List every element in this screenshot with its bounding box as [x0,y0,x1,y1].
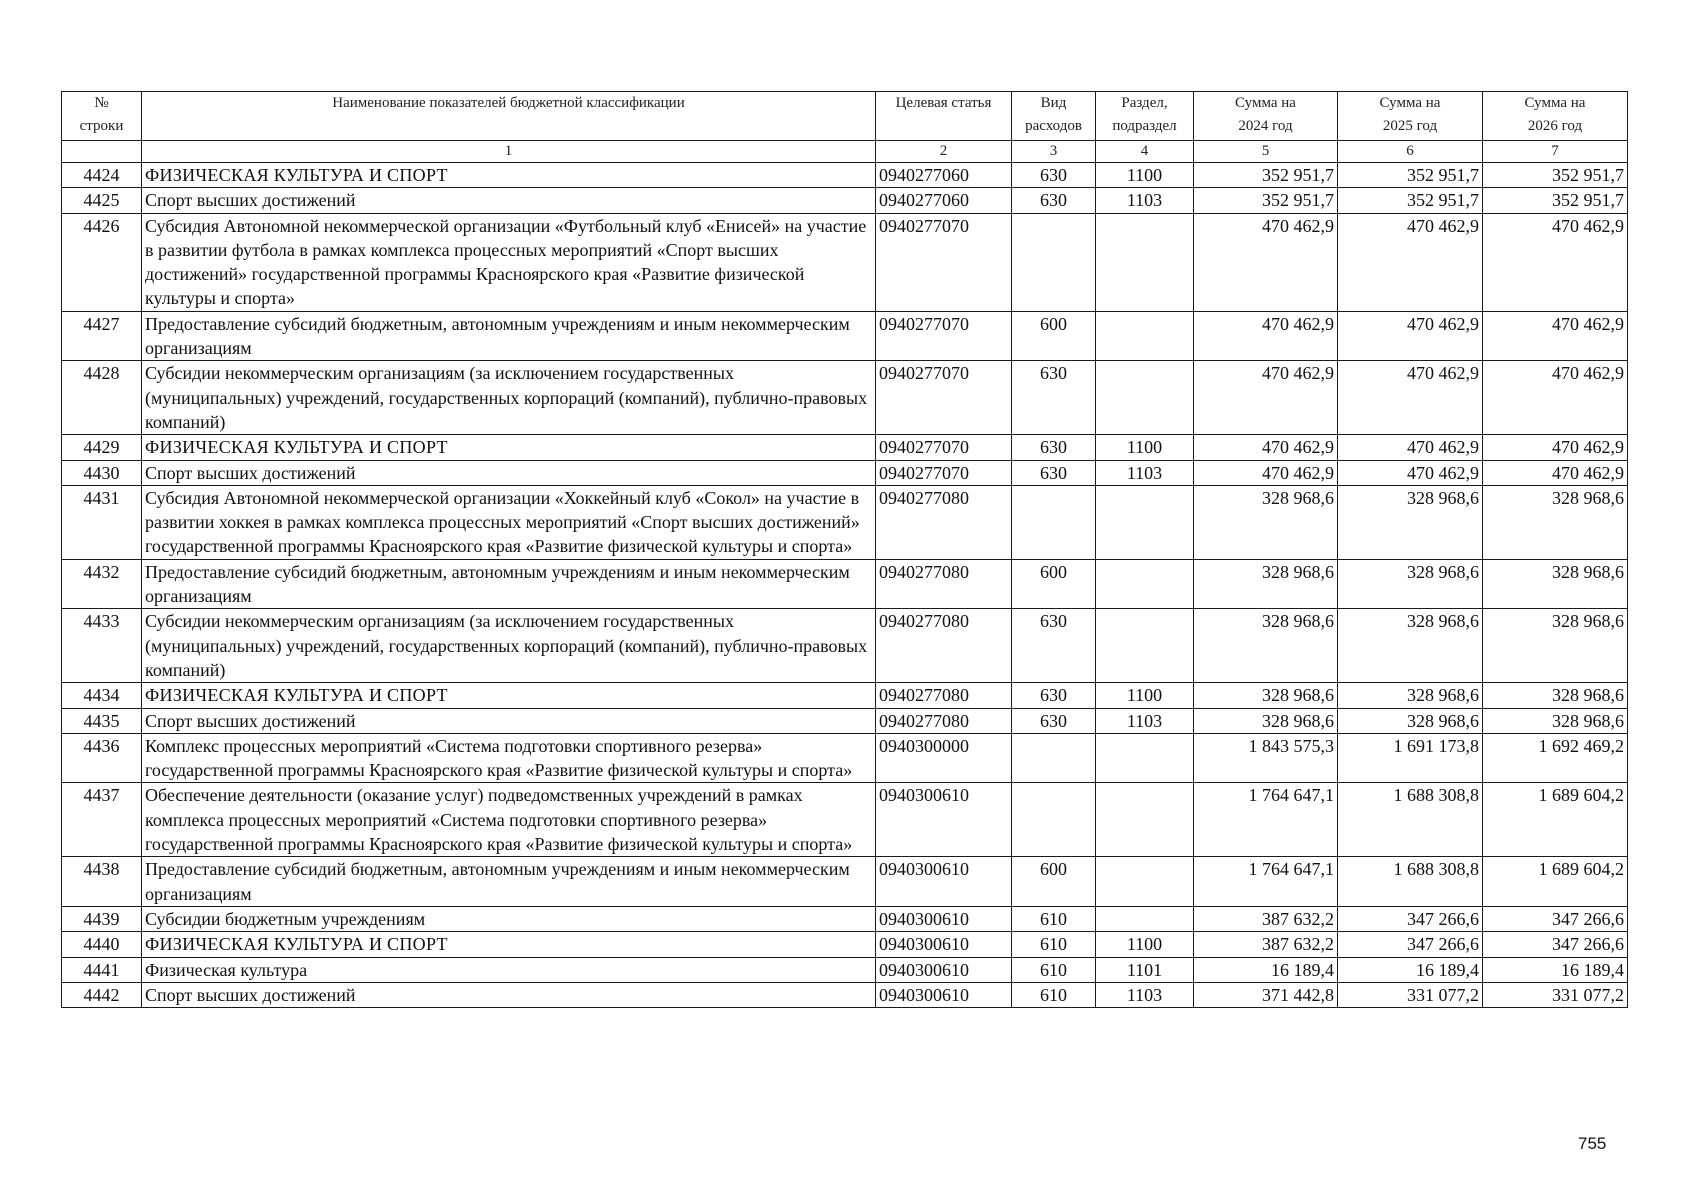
row-section-cell: 1103 [1096,982,1194,1007]
row-sum-2026-cell: 328 968,6 [1483,708,1628,733]
table-row [62,163,1628,188]
row-sum-2026-cell: 328 968,6 [1483,683,1628,708]
row-sum-2024-cell: 470 462,9 [1194,361,1338,435]
row-target-cell: 0940277070 [876,435,1012,460]
row-section-cell: 1100 [1096,683,1194,708]
table-row [62,906,1628,931]
column-number: 1 [142,141,876,163]
row-section-cell [1096,609,1194,683]
row-number-cell: 4429 [62,435,142,460]
row-sum-2025-cell: 328 968,6 [1338,559,1483,609]
row-section-cell [1096,906,1194,931]
row-sum-2024-cell: 470 462,9 [1194,435,1338,460]
column-number: 4 [1096,141,1194,163]
column-number: 3 [1012,141,1096,163]
row-sum-2025-cell: 470 462,9 [1338,460,1483,485]
row-name-cell: ФИЗИЧЕСКАЯ КУЛЬТУРА И СПОРТ [142,932,876,957]
row-sum-2026-cell: 328 968,6 [1483,559,1628,609]
row-sum-2026-cell: 328 968,6 [1483,485,1628,559]
table-row [62,213,1628,311]
row-sum-2025-cell: 16 189,4 [1338,957,1483,982]
row-target-cell: 0940300610 [876,906,1012,931]
row-exp-type-cell: 630 [1012,460,1096,485]
row-target-cell: 0940277080 [876,683,1012,708]
row-target-cell: 0940277080 [876,485,1012,559]
row-name-cell: Физическая культура [142,957,876,982]
row-sum-2025-cell: 331 077,2 [1338,982,1483,1007]
row-section-cell: 1101 [1096,957,1194,982]
row-section-cell [1096,857,1194,907]
row-sum-2025-cell: 470 462,9 [1338,213,1483,311]
row-sum-2026-cell: 347 266,6 [1483,932,1628,957]
row-exp-type-cell: 630 [1012,163,1096,188]
table-row [62,733,1628,783]
row-sum-2026-cell: 470 462,9 [1483,361,1628,435]
row-exp-type-cell: 630 [1012,435,1096,460]
row-sum-2025-cell: 328 968,6 [1338,485,1483,559]
row-name-cell: ФИЗИЧЕСКАЯ КУЛЬТУРА И СПОРТ [142,163,876,188]
row-exp-type-cell: 630 [1012,188,1096,213]
row-sum-2025-cell: 1 688 308,8 [1338,857,1483,907]
row-exp-type-cell [1012,213,1096,311]
table-body [62,163,1628,1008]
row-section-cell: 1103 [1096,460,1194,485]
row-name-cell: Предоставление субсидий бюджетным, автономным учреждениям и иным некоммерческим организациям [142,857,876,907]
row-sum-2025-cell: 352 951,7 [1338,188,1483,213]
row-number-cell: 4432 [62,559,142,609]
row-sum-2026-cell: 347 266,6 [1483,906,1628,931]
table-row [62,435,1628,460]
row-sum-2026-cell: 470 462,9 [1483,213,1628,311]
row-sum-2025-cell: 470 462,9 [1338,361,1483,435]
row-sum-2024-cell: 470 462,9 [1194,460,1338,485]
header-exp-type: Вид расходов [1012,92,1096,141]
row-number-cell: 4434 [62,683,142,708]
row-sum-2026-cell: 16 189,4 [1483,957,1628,982]
row-number-cell: 4435 [62,708,142,733]
table-row [62,361,1628,435]
header-sum-2026: Сумма на 2026 год [1483,92,1628,141]
row-section-cell [1096,485,1194,559]
row-sum-2025-cell: 1 691 173,8 [1338,733,1483,783]
row-number-cell: 4437 [62,783,142,857]
table-row [62,188,1628,213]
table-row [62,857,1628,907]
row-section-cell [1096,361,1194,435]
row-exp-type-cell: 610 [1012,982,1096,1007]
row-exp-type-cell: 600 [1012,857,1096,907]
header-name: Наименование показателей бюджетной классификации [142,92,876,141]
row-sum-2025-cell: 1 688 308,8 [1338,783,1483,857]
row-sum-2024-cell: 328 968,6 [1194,485,1338,559]
row-sum-2025-cell: 352 951,7 [1338,163,1483,188]
row-sum-2024-cell: 328 968,6 [1194,609,1338,683]
header-section: Раздел, подраздел [1096,92,1194,141]
row-name-cell: Субсидия Автономной некоммерческой организации «Хоккейный клуб «Сокол» на участие в развитии хоккея в рамках комплекса процессных мероприятий «Спорт высших достижений» государственной программы Красноярского края «Развитие физической культуры и спорта» [142,485,876,559]
row-section-cell [1096,733,1194,783]
row-number-cell: 4438 [62,857,142,907]
row-exp-type-cell: 630 [1012,609,1096,683]
row-sum-2026-cell: 1 689 604,2 [1483,857,1628,907]
row-sum-2024-cell: 328 968,6 [1194,683,1338,708]
table-row [62,982,1628,1007]
row-sum-2024-cell: 387 632,2 [1194,932,1338,957]
table-row [62,708,1628,733]
row-section-cell [1096,559,1194,609]
row-sum-2024-cell: 328 968,6 [1194,559,1338,609]
row-sum-2024-cell: 352 951,7 [1194,188,1338,213]
row-sum-2026-cell: 470 462,9 [1483,435,1628,460]
budget-sheet [61,91,1627,1008]
row-sum-2024-cell: 352 951,7 [1194,163,1338,188]
row-section-cell: 1103 [1096,708,1194,733]
header-row [62,92,1628,141]
row-sum-2024-cell: 470 462,9 [1194,213,1338,311]
table-row [62,609,1628,683]
row-exp-type-cell: 630 [1012,708,1096,733]
table-row [62,311,1628,361]
row-sum-2024-cell: 16 189,4 [1194,957,1338,982]
column-number [62,141,142,163]
row-sum-2024-cell: 371 442,8 [1194,982,1338,1007]
row-target-cell: 0940300000 [876,733,1012,783]
row-number-cell: 4442 [62,982,142,1007]
row-sum-2024-cell: 1 764 647,1 [1194,783,1338,857]
row-number-cell: 4430 [62,460,142,485]
row-target-cell: 0940277070 [876,460,1012,485]
row-sum-2025-cell: 328 968,6 [1338,683,1483,708]
row-target-cell: 0940277060 [876,163,1012,188]
row-section-cell: 1103 [1096,188,1194,213]
row-number-cell: 4433 [62,609,142,683]
row-sum-2026-cell: 1 689 604,2 [1483,783,1628,857]
row-sum-2026-cell: 470 462,9 [1483,460,1628,485]
row-target-cell: 0940277070 [876,213,1012,311]
row-number-cell: 4428 [62,361,142,435]
row-number-cell: 4426 [62,213,142,311]
row-target-cell: 0940277080 [876,708,1012,733]
row-target-cell: 0940300610 [876,982,1012,1007]
row-name-cell: Спорт высших достижений [142,460,876,485]
table-row [62,485,1628,559]
row-target-cell: 0940277080 [876,609,1012,683]
row-sum-2025-cell: 328 968,6 [1338,708,1483,733]
budget-table [61,91,1628,1008]
table-row [62,783,1628,857]
column-number: 2 [876,141,1012,163]
table-row [62,957,1628,982]
column-number: 6 [1338,141,1483,163]
row-number-cell: 4439 [62,906,142,931]
column-number: 5 [1194,141,1338,163]
row-sum-2024-cell: 1 843 575,3 [1194,733,1338,783]
column-number-row [62,141,1628,163]
row-name-cell: Спорт высших достижений [142,188,876,213]
row-name-cell: Субсидии некоммерческим организациям (за исключением государственных (муниципальных) учреждений, государственных корпораций (компаний), публично-правовых компаний) [142,609,876,683]
row-number-cell: 4441 [62,957,142,982]
row-section-cell: 1100 [1096,435,1194,460]
row-number-cell: 4436 [62,733,142,783]
table-row [62,559,1628,609]
row-number-cell: 4424 [62,163,142,188]
row-sum-2025-cell: 347 266,6 [1338,906,1483,931]
row-sum-2026-cell: 331 077,2 [1483,982,1628,1007]
row-sum-2026-cell: 1 692 469,2 [1483,733,1628,783]
table-row [62,460,1628,485]
row-name-cell: Предоставление субсидий бюджетным, автономным учреждениям и иным некоммерческим организациям [142,311,876,361]
row-sum-2026-cell: 470 462,9 [1483,311,1628,361]
row-exp-type-cell: 600 [1012,559,1096,609]
row-exp-type-cell: 630 [1012,361,1096,435]
row-name-cell: Субсидии некоммерческим организациям (за исключением государственных (муниципальных) учреждений, государственных корпораций (компаний), публично-правовых компаний) [142,361,876,435]
table-row [62,683,1628,708]
row-target-cell: 0940277070 [876,311,1012,361]
row-target-cell: 0940300610 [876,932,1012,957]
header-target: Целевая статья [876,92,1012,141]
row-target-cell: 0940300610 [876,957,1012,982]
row-number-cell: 4425 [62,188,142,213]
row-name-cell: ФИЗИЧЕСКАЯ КУЛЬТУРА И СПОРТ [142,683,876,708]
row-exp-type-cell [1012,733,1096,783]
row-name-cell: Обеспечение деятельности (оказание услуг) подведомственных учреждений в рамках комплекса процессных мероприятий «Система подготовки спортивного резерва» государственной программы Красноярского края «Развитие физической культуры и спорта» [142,783,876,857]
row-number-cell: 4427 [62,311,142,361]
row-sum-2025-cell: 470 462,9 [1338,435,1483,460]
row-exp-type-cell: 610 [1012,957,1096,982]
row-number-cell: 4440 [62,932,142,957]
row-target-cell: 0940277080 [876,559,1012,609]
row-sum-2026-cell: 328 968,6 [1483,609,1628,683]
row-target-cell: 0940300610 [876,857,1012,907]
row-section-cell: 1100 [1096,163,1194,188]
row-sum-2026-cell: 352 951,7 [1483,163,1628,188]
row-name-cell: Комплекс процессных мероприятий «Система подготовки спортивного резерва» государственной программы Красноярского края «Развитие физической культуры и спорта» [142,733,876,783]
row-name-cell: ФИЗИЧЕСКАЯ КУЛЬТУРА И СПОРТ [142,435,876,460]
row-section-cell: 1100 [1096,932,1194,957]
row-sum-2024-cell: 1 764 647,1 [1194,857,1338,907]
header-sum-2024: Сумма на 2024 год [1194,92,1338,141]
row-exp-type-cell: 610 [1012,932,1096,957]
row-exp-type-cell: 610 [1012,906,1096,931]
row-exp-type-cell: 600 [1012,311,1096,361]
row-section-cell [1096,783,1194,857]
row-sum-2024-cell: 387 632,2 [1194,906,1338,931]
column-number: 7 [1483,141,1628,163]
row-sum-2025-cell: 347 266,6 [1338,932,1483,957]
row-sum-2025-cell: 328 968,6 [1338,609,1483,683]
row-name-cell: Спорт высших достижений [142,982,876,1007]
row-target-cell: 0940300610 [876,783,1012,857]
header-row-no: № строки [62,92,142,141]
page-number: 755 [1578,1134,1607,1153]
row-name-cell: Субсидия Автономной некоммерческой организации «Футбольный клуб «Енисей» на участие в развитии футбола в рамках комплекса процессных мероприятий «Спорт высших достижений» государственной программы Красноярского края «Развитие физической культуры и спорта» [142,213,876,311]
row-number-cell: 4431 [62,485,142,559]
row-section-cell [1096,213,1194,311]
row-name-cell: Спорт высших достижений [142,708,876,733]
row-name-cell: Предоставление субсидий бюджетным, автономным учреждениям и иным некоммерческим организациям [142,559,876,609]
table-row [62,932,1628,957]
row-target-cell: 0940277070 [876,361,1012,435]
row-sum-2024-cell: 470 462,9 [1194,311,1338,361]
row-target-cell: 0940277060 [876,188,1012,213]
row-sum-2024-cell: 328 968,6 [1194,708,1338,733]
row-exp-type-cell [1012,783,1096,857]
row-section-cell [1096,311,1194,361]
row-exp-type-cell [1012,485,1096,559]
header-sum-2025: Сумма на 2025 год [1338,92,1483,141]
row-exp-type-cell: 630 [1012,683,1096,708]
row-sum-2026-cell: 352 951,7 [1483,188,1628,213]
row-sum-2025-cell: 470 462,9 [1338,311,1483,361]
row-name-cell: Субсидии бюджетным учреждениям [142,906,876,931]
